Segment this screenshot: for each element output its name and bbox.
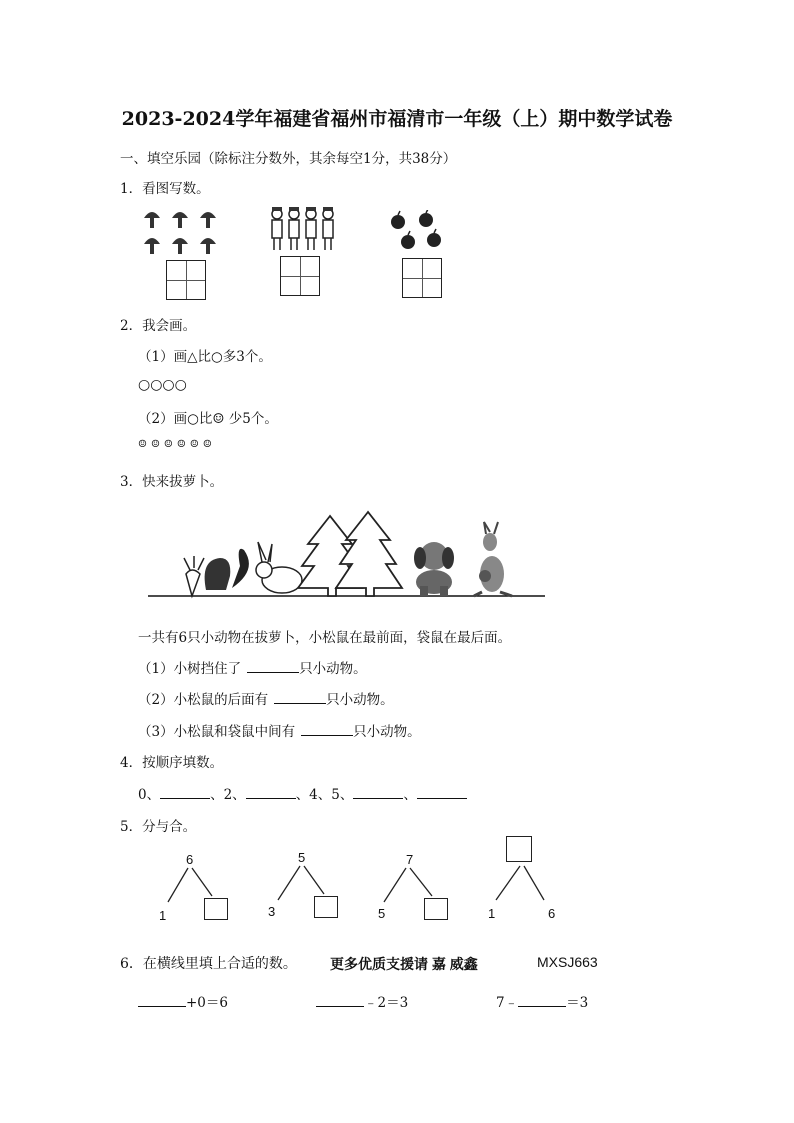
equation-1 (138, 991, 228, 1011)
question-3-sub-3-suffix: 只小动物。 (353, 724, 421, 740)
question-1-label: 1．看图写数。 (120, 181, 210, 197)
equation-3 (496, 991, 588, 1011)
equation-2 (316, 991, 408, 1011)
answer-blank-4-2[interactable] (246, 784, 296, 799)
question-3-sub-1-text: （1）小树挡住了 (138, 661, 242, 677)
equation-1-text: +0＝6 (186, 995, 228, 1011)
answer-blank-6-1[interactable] (138, 992, 186, 1007)
question-6-label: 6．在横线里填上合适的数。 (120, 956, 297, 972)
sequence-zero: 0、 (138, 787, 161, 803)
bond-1-answer-box[interactable] (204, 898, 228, 920)
question-3-sub-2-suffix: 只小动物。 (326, 692, 394, 708)
answer-blank-4-4[interactable] (417, 784, 467, 799)
bond-3-answer-box[interactable] (424, 898, 448, 920)
sequence-separator: 、 (403, 787, 417, 803)
bond-4-right: 6 (548, 906, 556, 921)
question-3-sub-1 (138, 657, 367, 677)
sequence-four-five: 、4、5、 (295, 787, 354, 803)
answer-blank-4-3[interactable] (353, 784, 403, 799)
promo-code: MXSJ663 (537, 954, 598, 970)
question-5-label: 5．分与合。 (120, 819, 197, 835)
children-illustration (268, 206, 336, 254)
section-heading: 一、填空乐园（除标注分数外，其余每空1分，共38分） (120, 151, 457, 167)
answer-blank-6-3[interactable] (518, 992, 566, 1007)
bond-2-top: 5 (298, 850, 306, 865)
promo-text: 更多优质支援请 嘉 威鑫 (330, 956, 478, 972)
bond-4-left: 1 (488, 906, 496, 921)
circles-row: ○○○○ (138, 377, 187, 393)
question-2-sub-2: （2）画○比☺ 少5个。 (138, 411, 278, 427)
question-3-description: 一共有6只小动物在拔萝卜，小松鼠在最前面，袋鼠在最后面。 (138, 630, 512, 646)
answer-blank-3-2[interactable] (274, 689, 326, 704)
question-2-sub-1: （1）画△比○多3个。 (138, 349, 272, 365)
question-3-sub-2 (138, 688, 394, 708)
question-3-sub-2-text: （2）小松鼠的后面有 (138, 692, 269, 708)
bond-1-left: 1 (159, 908, 167, 923)
answer-blank-3-3[interactable] (301, 721, 353, 736)
answer-blank-3-1[interactable] (247, 658, 299, 673)
bond-1-top: 6 (186, 852, 194, 867)
equation-3-suffix: ＝3 (566, 995, 589, 1011)
equation-2-text: ﹣2＝3 (364, 995, 409, 1011)
answer-box-children[interactable] (280, 256, 320, 296)
bond-2-answer-box[interactable] (314, 896, 338, 918)
answer-blank-6-2[interactable] (316, 992, 364, 1007)
bond-3-left: 5 (378, 906, 386, 921)
smiley-faces-row: ☺☺☺☺☺☺ (138, 439, 216, 450)
mushrooms-illustration (140, 208, 230, 258)
question-3-sub-3-text: （3）小松鼠和袋鼠中间有 (138, 724, 296, 740)
question-4-label: 4．按顺序填数。 (120, 755, 224, 771)
question-3-sub-3 (138, 720, 421, 740)
equation-3-prefix: 7﹣ (496, 995, 519, 1011)
pulling-radish-illustration (140, 500, 550, 610)
answer-box-mushrooms[interactable] (166, 260, 206, 300)
number-sequence (138, 783, 467, 803)
question-3-sub-1-suffix: 只小动物。 (299, 661, 367, 677)
sequence-two: 、2、 (210, 787, 246, 803)
answer-box-apples[interactable] (402, 258, 442, 298)
answer-blank-4-1[interactable] (160, 784, 210, 799)
page-title: 2023-2024学年福建省福州市福清市一年级（上）期中数学试卷 (121, 108, 673, 130)
question-2-label: 2．我会画。 (120, 318, 197, 334)
question-3-label: 3．快来拔萝卜。 (120, 474, 224, 490)
bond-3-top: 7 (406, 852, 414, 867)
bond-2-left: 3 (268, 904, 276, 919)
apples-illustration (386, 210, 446, 254)
bond-4-answer-box[interactable] (506, 836, 532, 862)
